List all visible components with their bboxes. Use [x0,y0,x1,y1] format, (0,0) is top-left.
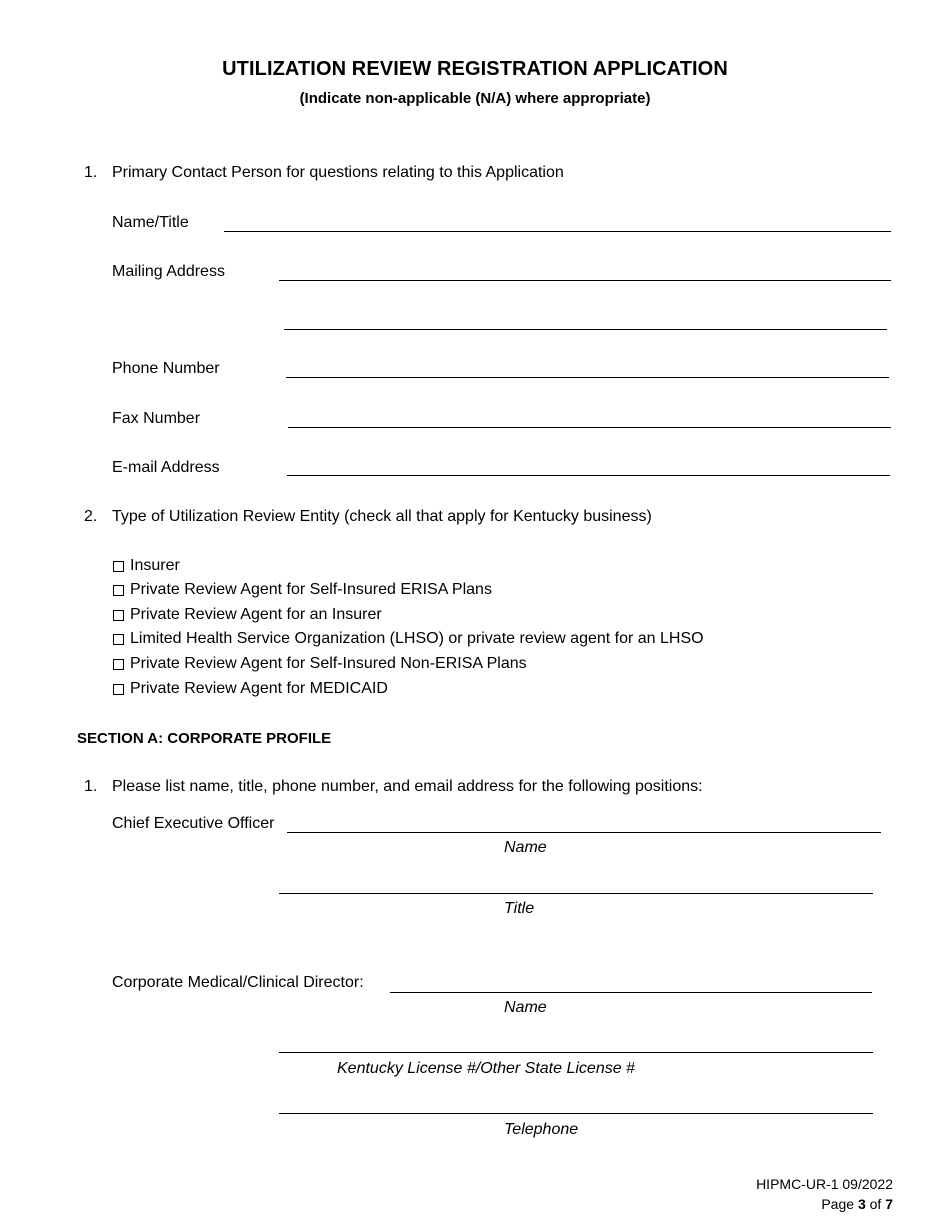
director-label: Corporate Medical/Clinical Director: [112,974,364,991]
ceo-name-field[interactable] [287,832,881,833]
option-pra-medicaid[interactable] [113,680,388,698]
fax-number-label: Fax Number [112,410,201,427]
section-a-q1-number: 1. [84,778,98,795]
option-insurer[interactable] [113,557,180,575]
director-telephone-caption: Telephone [504,1121,579,1138]
option-label: Private Review Agent for Self-Insured Non-ERISA Plans [130,655,527,672]
q1-number: 1. [84,164,98,181]
fax-number-field[interactable] [288,427,891,428]
option-label: Private Review Agent for Self-Insured ERISA Plans [130,581,492,598]
q1-prompt: Primary Contact Person for questions relating to this Application [112,164,564,181]
ceo-label: Chief Executive Officer [112,815,275,832]
section-a-heading: SECTION A: CORPORATE PROFILE [77,730,332,747]
director-telephone-field[interactable] [279,1113,873,1114]
checkbox-insurer[interactable] [113,561,124,572]
phone-number-field[interactable] [286,377,889,378]
page-prefix: Page [821,1196,858,1212]
option-label: Insurer [130,557,180,574]
option-pra-self-insured-erisa[interactable] [113,581,492,599]
q2-prompt: Type of Utilization Review Entity (check all that apply for Kentucky business) [112,508,652,525]
email-address-label: E-mail Address [112,459,220,476]
page-of: of [865,1196,886,1212]
form-subtitle: (Indicate non-applicable (N/A) where appropriate) [299,90,651,107]
ceo-title-caption: Title [504,900,535,917]
ceo-title-field[interactable] [279,893,873,894]
director-license-field[interactable] [279,1052,873,1053]
ceo-name-caption: Name [504,839,547,856]
phone-number-label: Phone Number [112,360,220,377]
director-name-caption: Name [504,999,547,1016]
form-title: UTILIZATION REVIEW REGISTRATION APPLICATION [222,58,728,80]
q2-number: 2. [84,508,98,525]
option-label: Limited Health Service Organization (LHSO) or private review agent for an LHSO [130,630,704,647]
director-license-caption: Kentucky License #/Other State License # [337,1060,635,1077]
page-indicator [821,1196,893,1212]
email-address-field[interactable] [287,475,890,476]
checkbox-lhso[interactable] [113,634,124,645]
director-name-field[interactable] [390,992,872,993]
option-pra-insurer[interactable] [113,606,382,624]
name-title-field[interactable] [224,231,891,232]
mailing-address-field-line2[interactable] [284,329,887,330]
option-label: Private Review Agent for an Insurer [130,606,382,623]
name-title-label: Name/Title [112,214,189,231]
section-a-q1-prompt: Please list name, title, phone number, and email address for the following positions: [112,778,703,795]
option-lhso[interactable] [113,630,704,648]
mailing-address-label: Mailing Address [112,263,225,280]
form-id: HIPMC-UR-1 09/2022 [756,1176,893,1192]
checkbox-pra-medicaid[interactable] [113,684,124,695]
checkbox-pra-insurer[interactable] [113,610,124,621]
option-pra-self-insured-non-erisa[interactable] [113,655,527,673]
page-current: 3 [857,1196,866,1212]
option-label: Private Review Agent for MEDICAID [130,680,388,697]
mailing-address-field-line1[interactable] [279,280,891,281]
checkbox-pra-self-insured-erisa[interactable] [113,585,124,596]
checkbox-pra-self-insured-non-erisa[interactable] [113,659,124,670]
page-total: 7 [885,1196,893,1212]
